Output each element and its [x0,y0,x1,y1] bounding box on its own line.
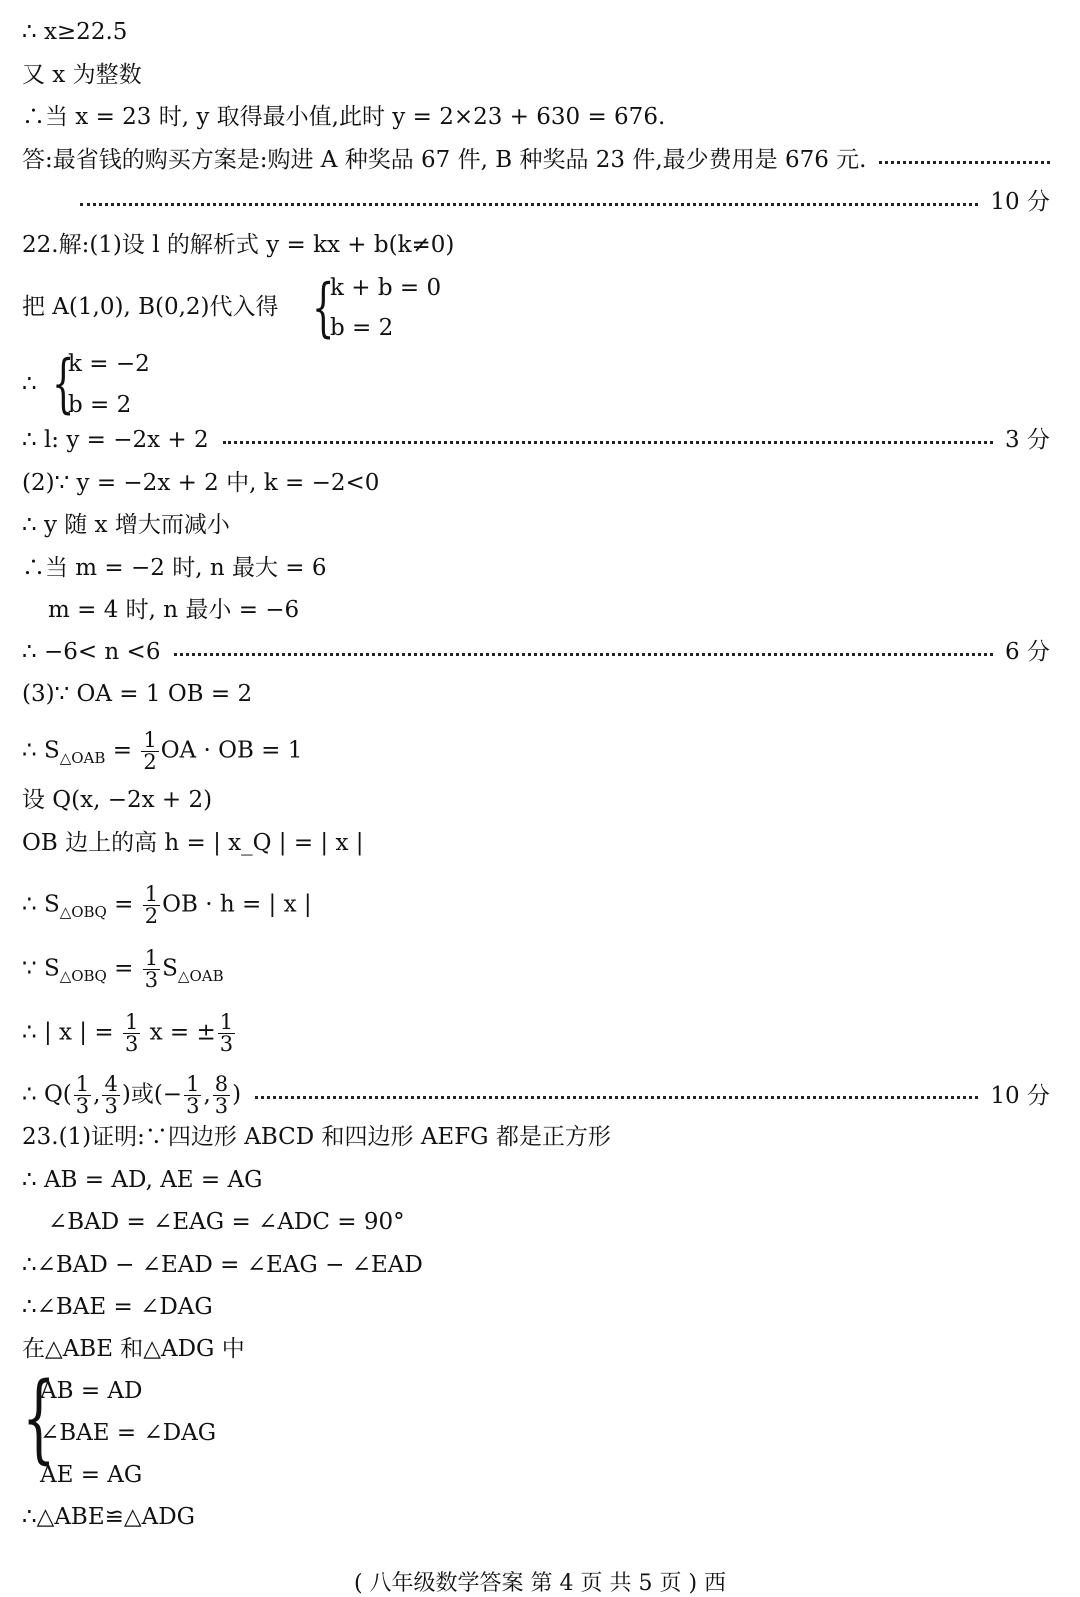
dot-leader [174,653,993,656]
answer-plan-text: 答:最省钱的购买方案是:购进 A 种奖品 67 件, B 种奖品 23 件,最少费用是 676 元. [22,147,867,173]
left-brace: { [312,271,335,345]
line-q22-part1: 22.解:(1)设 l 的解析式 y = kx + b(k≠0) [22,232,455,258]
line-area-obq: ∴ $S_{\triangle OBQ}$ = $\frac{1}{2}$ OB · h = | x | [22,882,312,928]
line-q23-proof: 23.(1)证明:∵四边形 ABCD 和四边形 AEFG 都是正方形 [22,1124,611,1150]
fraction: $\frac{1}{2}$ [143,728,157,774]
line-q22-part2: (2)∵ y = −2x + 2 中, k = −2<0 [22,470,380,496]
line-abs-x: ∴ | x | = $\frac{1}{3}$ x = ± $\frac{1}{3}$ [22,1010,234,1056]
line-score-10-a [80,188,1050,216]
q-points-text: ∴ Q( $\frac{1}{3}$ , $\frac{4}{3}$ )或(− $\frac{1}{3}$ , $\frac{8}{3}$ ) [22,1072,242,1118]
score-label: 10 分 [990,1082,1050,1109]
score-label: 10 分 [990,189,1050,215]
score-label: 3 分 [1005,427,1050,453]
line-decreasing: ∴ y 随 x 增大而减小 [22,512,230,538]
fraction: $\frac{1}{2}$ [144,882,159,928]
system-eq-1: k + b = 0 [330,275,442,301]
line-q-points [22,1074,1050,1117]
line-area-oab: ∴ $S_{\triangle OAB}$ = $\frac{1}{2}$ OA · OB = 1 [22,728,303,774]
n-range-text: ∴ −6< n <6 [22,639,161,665]
line-right-angles: ∠BAD = ∠EAG = ∠ADC = 90° [48,1209,405,1235]
line-q22-part3: (3)∵ OA = 1 OB = 2 [22,681,253,707]
left-brace: { [52,347,75,421]
dot-leader [879,161,1051,164]
dot-leader [255,1096,978,1099]
line-ab-ad: ∴ AB = AD, AE = AG [22,1167,263,1193]
line-area-ratio: ∵ $S_{\triangle OBQ}$ = $\frac{1}{3}$ $S_{\triangle OAB}$ [22,946,224,992]
line-set-q: 设 Q(x, −2x + 2) [22,787,213,813]
dot-leader [223,441,993,444]
substitute-text: 把 A(1,0), B(0,2)代入得 [22,294,279,320]
system-b-value: b = 2 [68,392,132,418]
line-x-integer: 又 x 为整数 [22,62,142,88]
line-min-value: ∴当 x = 23 时, y 取得最小值,此时 y = 2×23 + 630 = 676. [22,104,666,130]
congruence-cond-2: ∠BAE = ∠DAG [40,1420,217,1446]
left-brace: { [22,1362,56,1474]
line-answer-plan [22,146,1050,174]
line-angle-subtract: ∴∠BAD − ∠EAD = ∠EAG − ∠EAD [22,1252,423,1278]
line-angle-equal: ∴∠BAE = ∠DAG [22,1294,213,1320]
system-k-value: k = −2 [68,351,150,377]
line-congruent: ∴△ABE≌△ADG [22,1504,196,1530]
line-therefore-system: ∴ [22,371,37,397]
line-in-triangles: 在△ABE 和△ADG 中 [22,1336,245,1362]
line-n-min: m = 4 时, n 最小 = −6 [48,597,300,623]
dot-leader [80,203,978,206]
system-eq-2: b = 2 [330,315,394,341]
fraction: $\frac{1}{3}$ [144,946,159,992]
fraction: $\frac{1}{3}$ [219,1010,234,1056]
l-expression-text: ∴ l: y = −2x + 2 [22,427,209,453]
line-n-range [22,638,1050,666]
line-x-ge-22-5: ∴ x≥22.5 [22,19,128,45]
line-l-expression [22,426,1050,454]
score-label: 6 分 [1005,639,1050,665]
congruence-cond-3: AE = AG [40,1462,143,1488]
congruence-cond-1: AB = AD [40,1378,143,1404]
fraction: $\frac{1}{3}$ [124,1010,139,1056]
page-footer: ( 八年级数学答案 第 4 页 共 5 页 ) 西 [353,1571,727,1596]
line-height-h: OB 边上的高 h = | x_Q | = | x | [22,830,364,856]
line-n-max: ∴当 m = −2 时, n 最大 = 6 [22,555,327,581]
line-substitute [22,293,1050,321]
